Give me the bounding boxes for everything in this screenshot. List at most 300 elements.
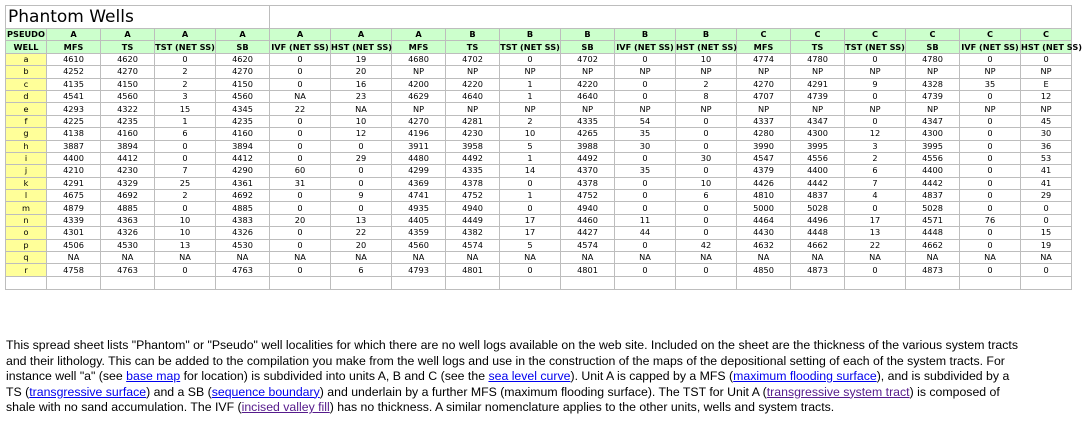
table-row [6, 202, 1072, 214]
well-id-cell: j [6, 165, 47, 177]
data-cell: 17 [845, 214, 906, 226]
data-cell: NP [845, 103, 906, 115]
data-cell: 3995 [906, 140, 960, 152]
data-cell: 4138 [47, 128, 101, 140]
header-cell: A [216, 29, 270, 41]
data-cell: 4442 [791, 177, 845, 189]
data-cell: 4400 [791, 165, 845, 177]
data-cell: 17 [500, 214, 561, 226]
data-cell: 4530 [216, 239, 270, 251]
data-cell: 4632 [737, 239, 791, 251]
well-id-cell: p [6, 239, 47, 251]
data-cell: 4345 [216, 103, 270, 115]
description-text: ) is composed of shale with no sand accumulation. The IVF ( [6, 384, 1000, 414]
data-cell: 0 [960, 177, 1021, 189]
data-cell: 44 [615, 227, 676, 239]
data-cell: NA [960, 252, 1021, 264]
data-cell: 4574 [446, 239, 500, 251]
header-cell: C [906, 29, 960, 41]
data-cell: 4426 [737, 177, 791, 189]
data-cell: 0 [155, 152, 216, 164]
data-cell: 0 [676, 264, 737, 276]
header-cell: TST (NET SS) [155, 41, 215, 52]
data-cell: 2 [676, 78, 737, 90]
base-map-link[interactable]: base map [126, 369, 181, 383]
data-cell: 36 [1021, 140, 1072, 152]
data-cell: 0 [500, 177, 561, 189]
table-row [6, 239, 1072, 251]
data-cell: 5028 [906, 202, 960, 214]
data-cell: 0 [615, 264, 676, 276]
phantom-wells-spreadsheet [5, 5, 1082, 290]
data-cell: 0 [960, 90, 1021, 102]
data-cell: 0 [676, 202, 737, 214]
data-cell: 4382 [446, 227, 500, 239]
data-cell: NP [791, 66, 845, 78]
data-cell: NA [676, 252, 737, 264]
data-cell: 0 [960, 165, 1021, 177]
table-row [6, 90, 1072, 102]
data-cell: 4378 [446, 177, 500, 189]
empty-cell [331, 276, 392, 289]
data-cell: 0 [676, 214, 737, 226]
data-cell: 4135 [47, 78, 101, 90]
data-cell: 0 [960, 152, 1021, 164]
empty-cell [561, 276, 615, 289]
data-cell: 4339 [47, 214, 101, 226]
data-cell: 4556 [906, 152, 960, 164]
data-cell: NP [1021, 66, 1072, 78]
data-cell: 4280 [737, 128, 791, 140]
header-cell: TST (NET SS) [500, 41, 560, 52]
data-cell: NA [47, 252, 101, 264]
data-cell: 4448 [906, 227, 960, 239]
data-cell: NP [791, 103, 845, 115]
data-cell: 4337 [737, 115, 791, 127]
data-cell: NA [331, 252, 392, 264]
data-cell: 4150 [216, 78, 270, 90]
well-id-cell: q [6, 252, 47, 264]
data-cell: 4675 [47, 190, 101, 202]
data-cell: 3 [155, 90, 216, 102]
data-cell: 10 [155, 214, 216, 226]
data-cell: 5 [500, 140, 561, 152]
transgressive-system-tract-link[interactable]: transgressive system tract [766, 384, 910, 399]
unit-header-row [6, 29, 1072, 41]
data-cell: 4739 [791, 90, 845, 102]
data-cell: NA [1021, 252, 1072, 264]
data-cell: NP [392, 66, 446, 78]
empty-cell [676, 276, 737, 289]
description-text: for location) is subdivided into units A, B and C (see the [180, 369, 489, 383]
description-paragraph [6, 338, 1018, 416]
data-cell: 0 [960, 190, 1021, 202]
data-cell: NP [737, 103, 791, 115]
transgressive-surface-link[interactable]: transgressive surface [29, 384, 147, 399]
header-cell: B [615, 29, 676, 41]
data-cell: NP [960, 103, 1021, 115]
data-cell: 11 [615, 214, 676, 226]
data-cell: NA [737, 252, 791, 264]
data-cell: 4873 [906, 264, 960, 276]
data-cell: 4326 [216, 227, 270, 239]
data-cell: 4560 [101, 90, 155, 102]
empty-cell [47, 276, 101, 289]
data-cell: 1 [155, 115, 216, 127]
table-row [6, 53, 1072, 65]
data-cell: 0 [270, 190, 331, 202]
data-cell: 0 [615, 239, 676, 251]
data-cell: 4885 [101, 202, 155, 214]
well-id-cell: d [6, 90, 47, 102]
header-cell: MFS [47, 41, 101, 53]
data-cell: 4560 [216, 90, 270, 102]
header-cell: HST (NET SS) [1021, 41, 1082, 52]
header-cell: B [446, 29, 500, 41]
header-cell: A [47, 29, 101, 41]
data-cell: 4 [845, 190, 906, 202]
data-cell: 4702 [446, 53, 500, 65]
data-cell: 12 [331, 128, 392, 140]
description-text: ). Unit A is capped by a MFS ( [570, 369, 734, 383]
data-cell: 4329 [101, 177, 155, 189]
empty-cell [906, 276, 960, 289]
data-cell: NP [960, 66, 1021, 78]
data-cell: NP [737, 66, 791, 78]
data-cell: 12 [1021, 90, 1072, 102]
table-row [6, 152, 1072, 164]
data-cell: 4885 [216, 202, 270, 214]
table-row [6, 66, 1072, 78]
sequence-boundary-link[interactable]: sequence boundary [211, 384, 320, 399]
data-cell: 0 [155, 53, 216, 65]
data-cell: 4363 [101, 214, 155, 226]
data-cell: 1 [500, 190, 561, 202]
header-cell: MFS [392, 41, 446, 53]
empty-cell [845, 276, 906, 289]
data-cell: 0 [845, 264, 906, 276]
data-cell: NP [676, 66, 737, 78]
header-cell: B [561, 29, 615, 41]
data-cell: 4692 [101, 190, 155, 202]
data-cell: 4270 [737, 78, 791, 90]
data-cell: 4801 [446, 264, 500, 276]
data-cell: 4335 [561, 115, 615, 127]
data-cell: 4265 [561, 128, 615, 140]
data-cell: 0 [270, 140, 331, 152]
data-cell: 29 [331, 152, 392, 164]
maximum-flooding-surface-link[interactable]: maximum flooding surface [733, 369, 877, 383]
data-cell: 22 [270, 103, 331, 115]
data-cell: 17 [500, 227, 561, 239]
data-cell: 0 [270, 66, 331, 78]
data-cell: 6 [845, 165, 906, 177]
data-cell: 4541 [47, 90, 101, 102]
empty-cell [6, 276, 47, 289]
data-cell: 4196 [392, 128, 446, 140]
data-cell: 0 [1021, 214, 1072, 226]
data-cell: 2 [155, 66, 216, 78]
data-cell: 35 [615, 165, 676, 177]
data-cell: 22 [845, 239, 906, 251]
data-cell: 4220 [561, 78, 615, 90]
table-row [6, 115, 1072, 127]
table-row [6, 165, 1072, 177]
data-cell: NA [155, 252, 216, 264]
sheet-title: Phantom Wells [6, 6, 270, 29]
data-cell: 4556 [791, 152, 845, 164]
title-row-empty [270, 6, 1072, 29]
data-cell: 0 [676, 140, 737, 152]
header-cell: A [155, 29, 216, 41]
empty-cell [615, 276, 676, 289]
empty-cell [270, 276, 331, 289]
header-cell: B [500, 29, 561, 41]
data-cell: 4571 [906, 214, 960, 226]
description-text: ), and is subdivided by a TS ( [6, 369, 1010, 399]
data-cell: 0 [676, 128, 737, 140]
data-cell: 4359 [392, 227, 446, 239]
data-cell: 4235 [216, 115, 270, 127]
description-text: ) has no thickness. A similar nomenclature applies to the other units, wells and system tracts. [329, 400, 835, 414]
data-cell: 35 [960, 78, 1021, 90]
data-cell: 4610 [47, 53, 101, 65]
header-cell: SB [906, 41, 960, 53]
data-cell: 4758 [47, 264, 101, 276]
data-cell: 4620 [101, 53, 155, 65]
well-id-cell: l [6, 190, 47, 202]
data-cell: 4752 [446, 190, 500, 202]
data-cell: 4810 [737, 190, 791, 202]
well-id-cell: e [6, 103, 47, 115]
data-cell: 1 [500, 78, 561, 90]
header-cell: TS [446, 41, 500, 53]
data-cell: NA [500, 252, 561, 264]
data-cell: 4850 [737, 264, 791, 276]
data-cell: 4291 [791, 78, 845, 90]
data-cell: 5000 [737, 202, 791, 214]
data-cell: 0 [1021, 202, 1072, 214]
header-cell: SB [561, 41, 615, 53]
data-cell: 4252 [47, 66, 101, 78]
table-row [6, 78, 1072, 90]
data-cell: 20 [331, 66, 392, 78]
data-cell: 6 [155, 128, 216, 140]
data-cell: 2 [845, 152, 906, 164]
data-cell: 0 [615, 152, 676, 164]
incised-valley-fill-link[interactable]: incised valley fill [241, 400, 330, 414]
data-cell: 8 [676, 90, 737, 102]
data-cell: 0 [500, 53, 561, 65]
data-cell: 4369 [392, 177, 446, 189]
data-cell: 4290 [216, 165, 270, 177]
data-cell: 4328 [906, 78, 960, 90]
data-cell: 1 [500, 90, 561, 102]
data-cell: 13 [155, 239, 216, 251]
data-cell: NP [500, 66, 561, 78]
data-cell: 31 [270, 177, 331, 189]
well-id-cell: g [6, 128, 47, 140]
data-cell: 4464 [737, 214, 791, 226]
data-cell: 0 [500, 202, 561, 214]
data-cell: 5 [500, 239, 561, 251]
column-header-row [6, 41, 1072, 53]
data-cell: 13 [845, 227, 906, 239]
data-cell: 4662 [906, 239, 960, 251]
header-cell: TST (NET SS) [845, 41, 905, 52]
data-cell: 0 [960, 239, 1021, 251]
data-cell: NP [615, 66, 676, 78]
data-cell: 0 [615, 202, 676, 214]
data-cell: 4293 [47, 103, 101, 115]
data-cell: 0 [270, 78, 331, 90]
table-row [6, 214, 1072, 226]
data-cell: 4400 [47, 152, 101, 164]
data-cell: NP [676, 103, 737, 115]
data-cell: 4220 [446, 78, 500, 90]
header-cell: C [791, 29, 845, 41]
data-cell: 10 [676, 177, 737, 189]
data-cell: 4281 [446, 115, 500, 127]
well-id-cell: f [6, 115, 47, 127]
header-cell: WELL [6, 41, 47, 53]
data-cell: NA [270, 90, 331, 102]
well-id-cell: a [6, 53, 47, 65]
header-cell: HST (NET SS) [331, 41, 392, 52]
data-cell: NA [270, 252, 331, 264]
data-cell: 0 [676, 227, 737, 239]
data-cell: 3995 [791, 140, 845, 152]
data-cell: 76 [960, 214, 1021, 226]
data-cell: 0 [270, 264, 331, 276]
data-cell: 4427 [561, 227, 615, 239]
data-cell: 9 [845, 78, 906, 90]
empty-cell [500, 276, 561, 289]
data-cell: 6 [331, 264, 392, 276]
header-cell: A [392, 29, 446, 41]
data-cell: 41 [1021, 165, 1072, 177]
data-cell: 4230 [446, 128, 500, 140]
data-cell: 42 [676, 239, 737, 251]
data-cell: 3988 [561, 140, 615, 152]
data-cell: 4741 [392, 190, 446, 202]
data-cell: 45 [1021, 115, 1072, 127]
data-cell: 4460 [561, 214, 615, 226]
data-cell: NA [216, 252, 270, 264]
data-cell: 4774 [737, 53, 791, 65]
data-cell: 0 [270, 239, 331, 251]
empty-cell [392, 276, 446, 289]
well-id-cell: o [6, 227, 47, 239]
data-cell: 4160 [101, 128, 155, 140]
data-cell: 4160 [216, 128, 270, 140]
well-id-cell: r [6, 264, 47, 276]
data-cell: 4801 [561, 264, 615, 276]
data-cell: 0 [331, 202, 392, 214]
data-cell: E [1021, 78, 1072, 90]
data-cell: 0 [331, 165, 392, 177]
data-cell: 30 [1021, 128, 1072, 140]
data-cell: 4935 [392, 202, 446, 214]
data-cell: 4150 [101, 78, 155, 90]
data-cell: 4347 [906, 115, 960, 127]
table-row [6, 128, 1072, 140]
data-cell: 4379 [737, 165, 791, 177]
data-cell: NP [561, 103, 615, 115]
data-cell: 4940 [446, 202, 500, 214]
data-cell: 4530 [101, 239, 155, 251]
table-row [6, 103, 1072, 115]
data-cell: NA [392, 252, 446, 264]
data-cell: 4662 [791, 239, 845, 251]
well-id-cell: m [6, 202, 47, 214]
sea-level-curve-link[interactable]: sea level curve [488, 369, 571, 383]
data-cell: 0 [615, 78, 676, 90]
header-cell: TS [791, 41, 845, 53]
data-cell: NP [906, 103, 960, 115]
data-cell: 4361 [216, 177, 270, 189]
data-cell: 0 [1021, 53, 1072, 65]
data-cell: NP [1021, 103, 1072, 115]
header-cell: MFS [737, 41, 791, 53]
data-cell: 4210 [47, 165, 101, 177]
data-cell: 4383 [216, 214, 270, 226]
data-cell: NA [446, 252, 500, 264]
data-cell: 4200 [392, 78, 446, 90]
data-cell: 0 [331, 177, 392, 189]
data-cell: 4412 [216, 152, 270, 164]
data-cell: 4442 [906, 177, 960, 189]
data-cell: NA [615, 252, 676, 264]
data-cell: 4225 [47, 115, 101, 127]
header-cell: C [737, 29, 791, 41]
header-cell: PSEUDO [7, 29, 45, 40]
data-cell: 4449 [446, 214, 500, 226]
data-cell: 20 [331, 239, 392, 251]
data-cell: 0 [155, 140, 216, 152]
data-cell: 0 [1021, 264, 1072, 276]
description-text: ) and a SB ( [146, 384, 212, 399]
well-id-cell: i [6, 152, 47, 164]
data-cell: 3958 [446, 140, 500, 152]
data-cell: 4763 [101, 264, 155, 276]
data-cell: 2 [155, 78, 216, 90]
data-cell: 0 [960, 53, 1021, 65]
data-cell: 4837 [906, 190, 960, 202]
data-cell: 0 [155, 264, 216, 276]
data-cell: NA [791, 252, 845, 264]
data-cell: 30 [676, 152, 737, 164]
data-cell: 0 [500, 264, 561, 276]
table-row [6, 264, 1072, 276]
data-cell: 7 [155, 165, 216, 177]
data-cell: 3894 [216, 140, 270, 152]
data-cell: 4300 [906, 128, 960, 140]
data-cell: 25 [155, 177, 216, 189]
header-cell: A [331, 29, 392, 41]
data-cell: 0 [960, 115, 1021, 127]
data-cell: 2 [155, 190, 216, 202]
data-cell: NP [845, 66, 906, 78]
data-cell: 0 [845, 90, 906, 102]
empty-cell [101, 276, 155, 289]
header-cell: TS [101, 41, 155, 53]
data-cell: 41 [1021, 177, 1072, 189]
data-cell: 4629 [392, 90, 446, 102]
data-cell: 4879 [47, 202, 101, 214]
data-cell: 20 [270, 214, 331, 226]
data-cell: NA [331, 103, 392, 115]
